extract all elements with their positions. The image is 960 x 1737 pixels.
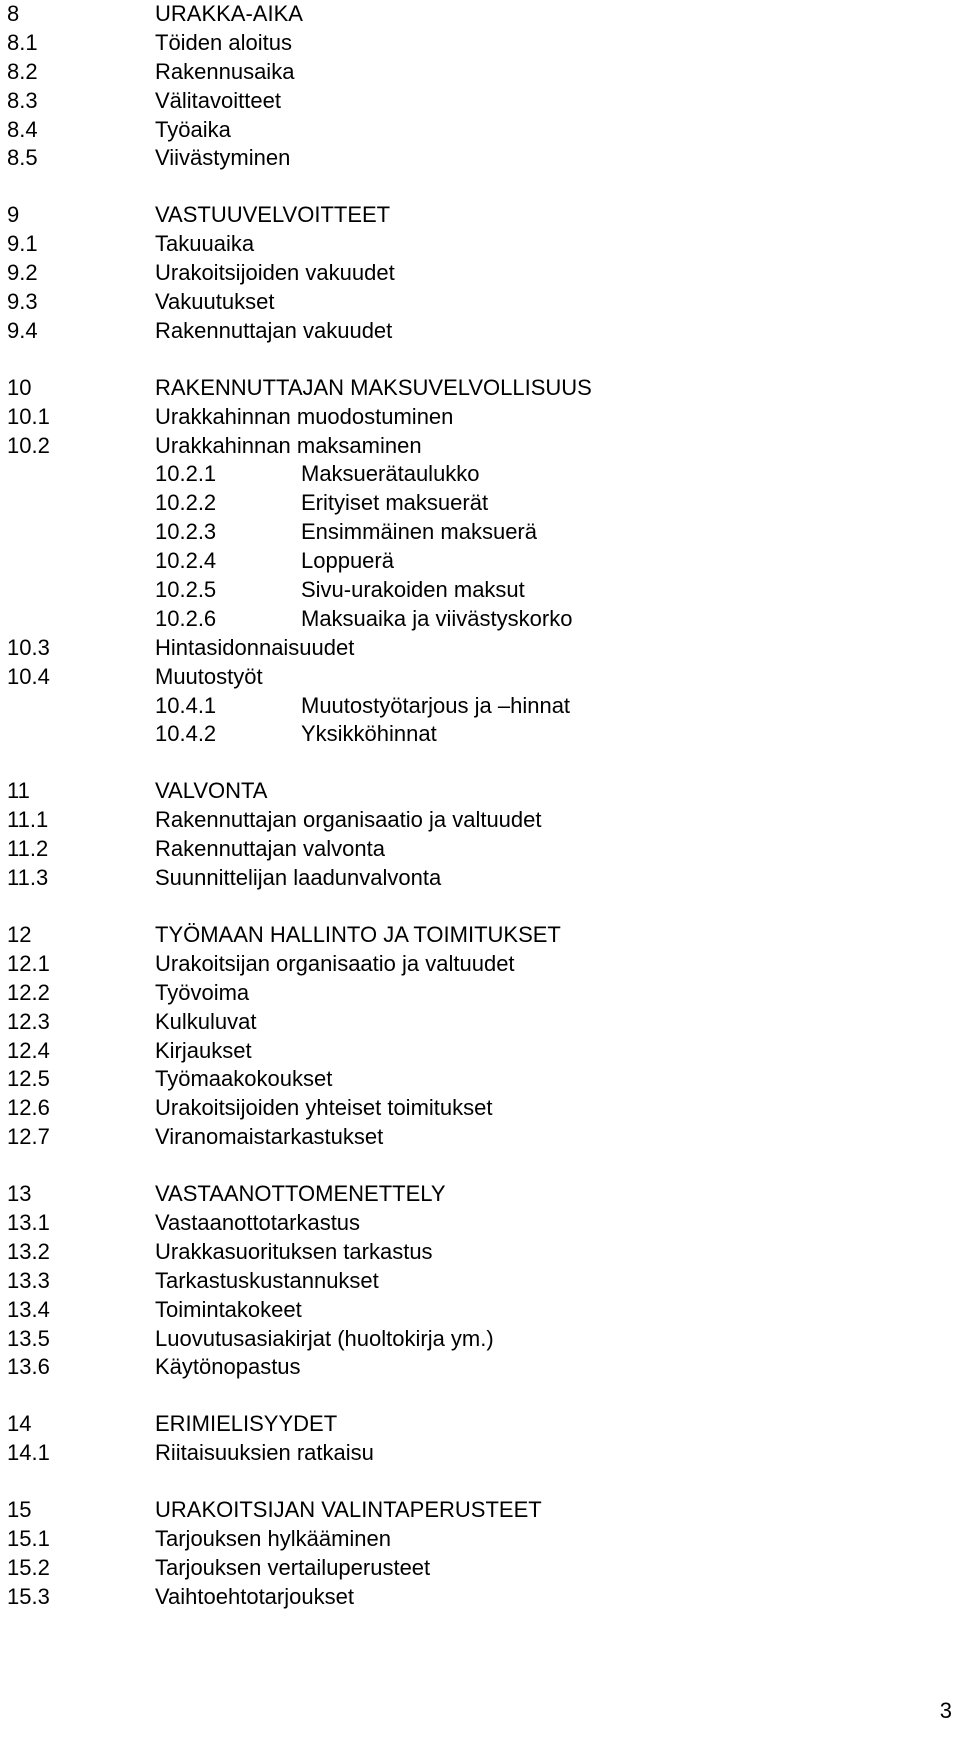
- toc-entry-number: 8.1: [7, 29, 38, 55]
- toc-section-entry: [7, 1325, 947, 1354]
- toc-entry-number: 11.2: [7, 836, 49, 862]
- toc-entry-number: 15.2: [7, 1554, 50, 1580]
- toc-entry-title: Urakkahinnan muodostuminen: [155, 403, 454, 429]
- toc-entry-title: Työaika: [155, 116, 231, 142]
- toc-chapter-entry: [7, 1180, 947, 1209]
- toc-section-entry: [7, 116, 947, 145]
- toc-entry-title: Yksikköhinnat: [301, 721, 437, 747]
- toc-entry-number: 13.5: [7, 1325, 50, 1351]
- toc-entry-number: 14.1: [7, 1440, 50, 1466]
- toc-entry-title: Urakoitsijoiden vakuudet: [155, 260, 395, 286]
- toc-entry-title: VALVONTA: [155, 778, 268, 804]
- toc-entry-title: Urakkasuorituksen tarkastus: [155, 1238, 433, 1264]
- toc-entry-number: 14: [7, 1411, 32, 1437]
- toc-entry-number: 10.2.3: [155, 519, 217, 545]
- toc-entry-number: 13.2: [7, 1238, 50, 1264]
- toc-section-entry: [7, 1123, 947, 1152]
- toc-entry-title: Töiden aloitus: [155, 29, 292, 55]
- toc-entry-number: 11: [7, 778, 30, 804]
- toc-entry-number: 13.3: [7, 1267, 50, 1293]
- toc-entry-number: 10.2: [7, 432, 50, 458]
- toc-entry-number: 15.1: [7, 1525, 50, 1551]
- toc-entry-title: Muutostyöt: [155, 663, 263, 689]
- toc-entry-title: URAKKA-AIKA: [155, 1, 303, 26]
- toc-chapter-entry: [7, 0, 947, 29]
- toc-section-entry: [7, 29, 947, 58]
- toc-entry-number: 10.4: [7, 663, 50, 689]
- toc-entry-number: 13.1: [7, 1209, 50, 1235]
- toc-entry-number: 10: [7, 374, 32, 400]
- toc-entry-number: 8.2: [7, 58, 38, 84]
- toc-entry-title: VASTUUVELVOITTEET: [155, 202, 391, 228]
- toc-entry-title: Käytönopastus: [155, 1354, 301, 1380]
- toc-section-entry: [7, 288, 947, 317]
- toc-section: [7, 777, 947, 893]
- page-number: 3: [939, 1698, 952, 1723]
- toc-entry-title: Rakennuttajan vakuudet: [155, 317, 393, 343]
- toc-entry-title: Suunnittelijan laadunvalvonta: [155, 865, 442, 891]
- toc-section-entry: [7, 1525, 947, 1554]
- toc-entry-number: 9.3: [7, 289, 38, 315]
- toc-section-entry: [7, 87, 947, 116]
- toc-entry-title: Rakennusaika: [155, 58, 295, 84]
- toc-entry-title: Vaihtoehtotarjoukset: [155, 1583, 354, 1609]
- toc-entry-number: 13: [7, 1181, 32, 1207]
- toc-section-entry: [7, 806, 947, 835]
- toc-entry-number: 10.1: [7, 403, 50, 429]
- toc-section: [7, 374, 947, 750]
- toc-subsection-entry: [7, 576, 947, 605]
- toc-entry-number: 10.4.2: [155, 721, 217, 747]
- toc-entry-title: ERIMIELISYYDET: [155, 1411, 338, 1437]
- toc-section-entry: [7, 259, 947, 288]
- toc-section: [7, 0, 947, 173]
- toc-entry-title: Työmaakokoukset: [155, 1066, 333, 1092]
- toc-section-entry: [7, 663, 947, 692]
- toc-entry-title: Riitaisuuksien ratkaisu: [155, 1440, 374, 1466]
- toc-subsection-entry: [7, 489, 947, 518]
- toc-entry-number: 12.6: [7, 1095, 50, 1121]
- toc-section-entry: [7, 1267, 947, 1296]
- toc-chapter-entry: [7, 1410, 947, 1439]
- toc-entry-number: 11.3: [7, 865, 49, 891]
- toc-entry-title: Työvoima: [155, 979, 250, 1005]
- toc-entry-title: Urakoitsijoiden yhteiset toimitukset: [155, 1095, 493, 1121]
- toc-entry-title: Erityiset maksuerät: [301, 490, 489, 516]
- toc-section-entry: [7, 317, 947, 346]
- toc-section-entry: [7, 403, 947, 432]
- toc-entry-title: Urakoitsijan organisaatio ja valtuudet: [155, 950, 515, 976]
- toc-section-entry: [7, 1065, 947, 1094]
- toc-entry-title: Toimintakokeet: [155, 1296, 302, 1322]
- toc-chapter-entry: [7, 1496, 947, 1525]
- toc-entry-title: RAKENNUTTAJAN MAKSUVELVOLLISUUS: [155, 374, 592, 400]
- toc-entry-title: Takuuaika: [155, 231, 255, 257]
- toc-entry-number: 10.4.1: [155, 692, 217, 718]
- toc-entry-title: Luovutusasiakirjat (huoltokirja ym.): [155, 1325, 494, 1351]
- toc-entry-title: Maksuaika ja viivästyskorko: [301, 605, 573, 631]
- toc-entry-number: 12.4: [7, 1037, 50, 1063]
- toc-section-entry: [7, 1238, 947, 1267]
- toc-section-entry: [7, 432, 947, 461]
- toc-section-entry: [7, 1439, 947, 1468]
- toc-section-entry: [7, 634, 947, 663]
- toc-subsection-entry: [7, 720, 947, 749]
- toc-entry-number: 9.1: [7, 231, 38, 257]
- toc-entry-title: Rakennuttajan valvonta: [155, 836, 385, 862]
- toc-section-entry: [7, 835, 947, 864]
- toc-subsection-entry: [7, 692, 947, 721]
- toc-entry-title: TYÖMAAN HALLINTO JA TOIMITUKSET: [155, 921, 561, 947]
- toc-entry-title: Sivu-urakoiden maksut: [301, 577, 525, 603]
- toc-entry-number: 12.1: [7, 950, 50, 976]
- toc-section-entry: [7, 1094, 947, 1123]
- toc-section-entry: [7, 1353, 947, 1382]
- toc-entry-number: 9.2: [7, 260, 38, 286]
- toc-entry-title: VASTAANOTTOMENETTELY: [155, 1181, 446, 1207]
- toc-section: [7, 1496, 947, 1612]
- toc-entry-title: URAKOITSIJAN VALINTAPERUSTEET: [155, 1497, 542, 1523]
- table-of-contents: [7, 0, 947, 1612]
- toc-section-entry: [7, 144, 947, 173]
- toc-entry-number: 13.4: [7, 1296, 50, 1322]
- toc-entry-title: Tarkastuskustannukset: [155, 1267, 379, 1293]
- toc-entry-number: 10.2.6: [155, 605, 217, 631]
- toc-entry-title: Vastaanottotarkastus: [155, 1209, 361, 1235]
- toc-entry-number: 11.1: [7, 807, 49, 833]
- toc-entry-number: 10.2.1: [155, 461, 217, 487]
- toc-entry-title: Rakennuttajan organisaatio ja valtuudet: [155, 807, 542, 833]
- toc-section-entry: [7, 950, 947, 979]
- toc-entry-number: 9.4: [7, 317, 38, 343]
- toc-section-entry: [7, 58, 947, 87]
- toc-entry-title: Urakkahinnan maksaminen: [155, 432, 422, 458]
- toc-entry-number: 15: [7, 1497, 32, 1523]
- toc-entry-number: 12.5: [7, 1066, 50, 1092]
- toc-entry-number: 10.3: [7, 634, 50, 660]
- toc-section: [7, 1180, 947, 1382]
- toc-entry-number: 8: [7, 1, 20, 26]
- toc-entry-title: Maksuerätaulukko: [301, 461, 480, 487]
- toc-entry-number: 10.2.4: [155, 548, 217, 574]
- toc-subsection-entry: [7, 518, 947, 547]
- toc-section-entry: [7, 864, 947, 893]
- toc-entry-number: 9: [7, 202, 20, 228]
- toc-entry-title: Ensimmäinen maksuerä: [301, 519, 537, 545]
- toc-entry-number: 8.3: [7, 87, 38, 113]
- toc-entry-title: Loppuerä: [301, 548, 394, 574]
- toc-entry-number: 12.7: [7, 1124, 50, 1150]
- toc-entry-title: Vakuutukset: [155, 289, 275, 315]
- toc-entry-title: Kulkuluvat: [155, 1008, 257, 1034]
- toc-entry-number: 8.5: [7, 145, 38, 171]
- toc-section-entry: [7, 1554, 947, 1583]
- toc-entry-number: 8.4: [7, 116, 38, 142]
- toc-entry-number: 12: [7, 921, 32, 947]
- toc-section: [7, 1410, 947, 1468]
- toc-entry-title: Tarjouksen hylkääminen: [155, 1525, 392, 1551]
- toc-section: [7, 201, 947, 345]
- toc-entry-number: 10.2.2: [155, 490, 217, 516]
- toc-subsection-entry: [7, 547, 947, 576]
- toc-entry-title: Viranomaistarkastukset: [155, 1124, 384, 1150]
- toc-section-entry: [7, 230, 947, 259]
- toc-chapter-entry: [7, 374, 947, 403]
- toc-entry-number: 10.2.5: [155, 577, 217, 603]
- toc-entry-title: Hintasidonnaisuudet: [155, 634, 355, 660]
- toc-section-entry: [7, 1296, 947, 1325]
- toc-entry-number: 13.6: [7, 1354, 50, 1380]
- toc-section: [7, 921, 947, 1152]
- toc-entry-number: 12.3: [7, 1008, 50, 1034]
- toc-entry-title: Muutostyötarjous ja –hinnat: [301, 692, 571, 718]
- toc-chapter-entry: [7, 201, 947, 230]
- toc-entry-number: 12.2: [7, 979, 50, 1005]
- toc-entry-title: Viivästyminen: [155, 145, 291, 171]
- toc-section-entry: [7, 1583, 947, 1612]
- toc-section-entry: [7, 1008, 947, 1037]
- toc-section-entry: [7, 1037, 947, 1066]
- toc-section-entry: [7, 1209, 947, 1238]
- toc-entry-number: 15.3: [7, 1583, 50, 1609]
- toc-chapter-entry: [7, 777, 947, 806]
- toc-chapter-entry: [7, 921, 947, 950]
- toc-section-entry: [7, 979, 947, 1008]
- toc-subsection-entry: [7, 605, 947, 634]
- toc-subsection-entry: [7, 460, 947, 489]
- toc-entry-title: Kirjaukset: [155, 1037, 252, 1063]
- toc-entry-title: Tarjouksen vertailuperusteet: [155, 1554, 431, 1580]
- toc-entry-title: Välitavoitteet: [155, 87, 281, 113]
